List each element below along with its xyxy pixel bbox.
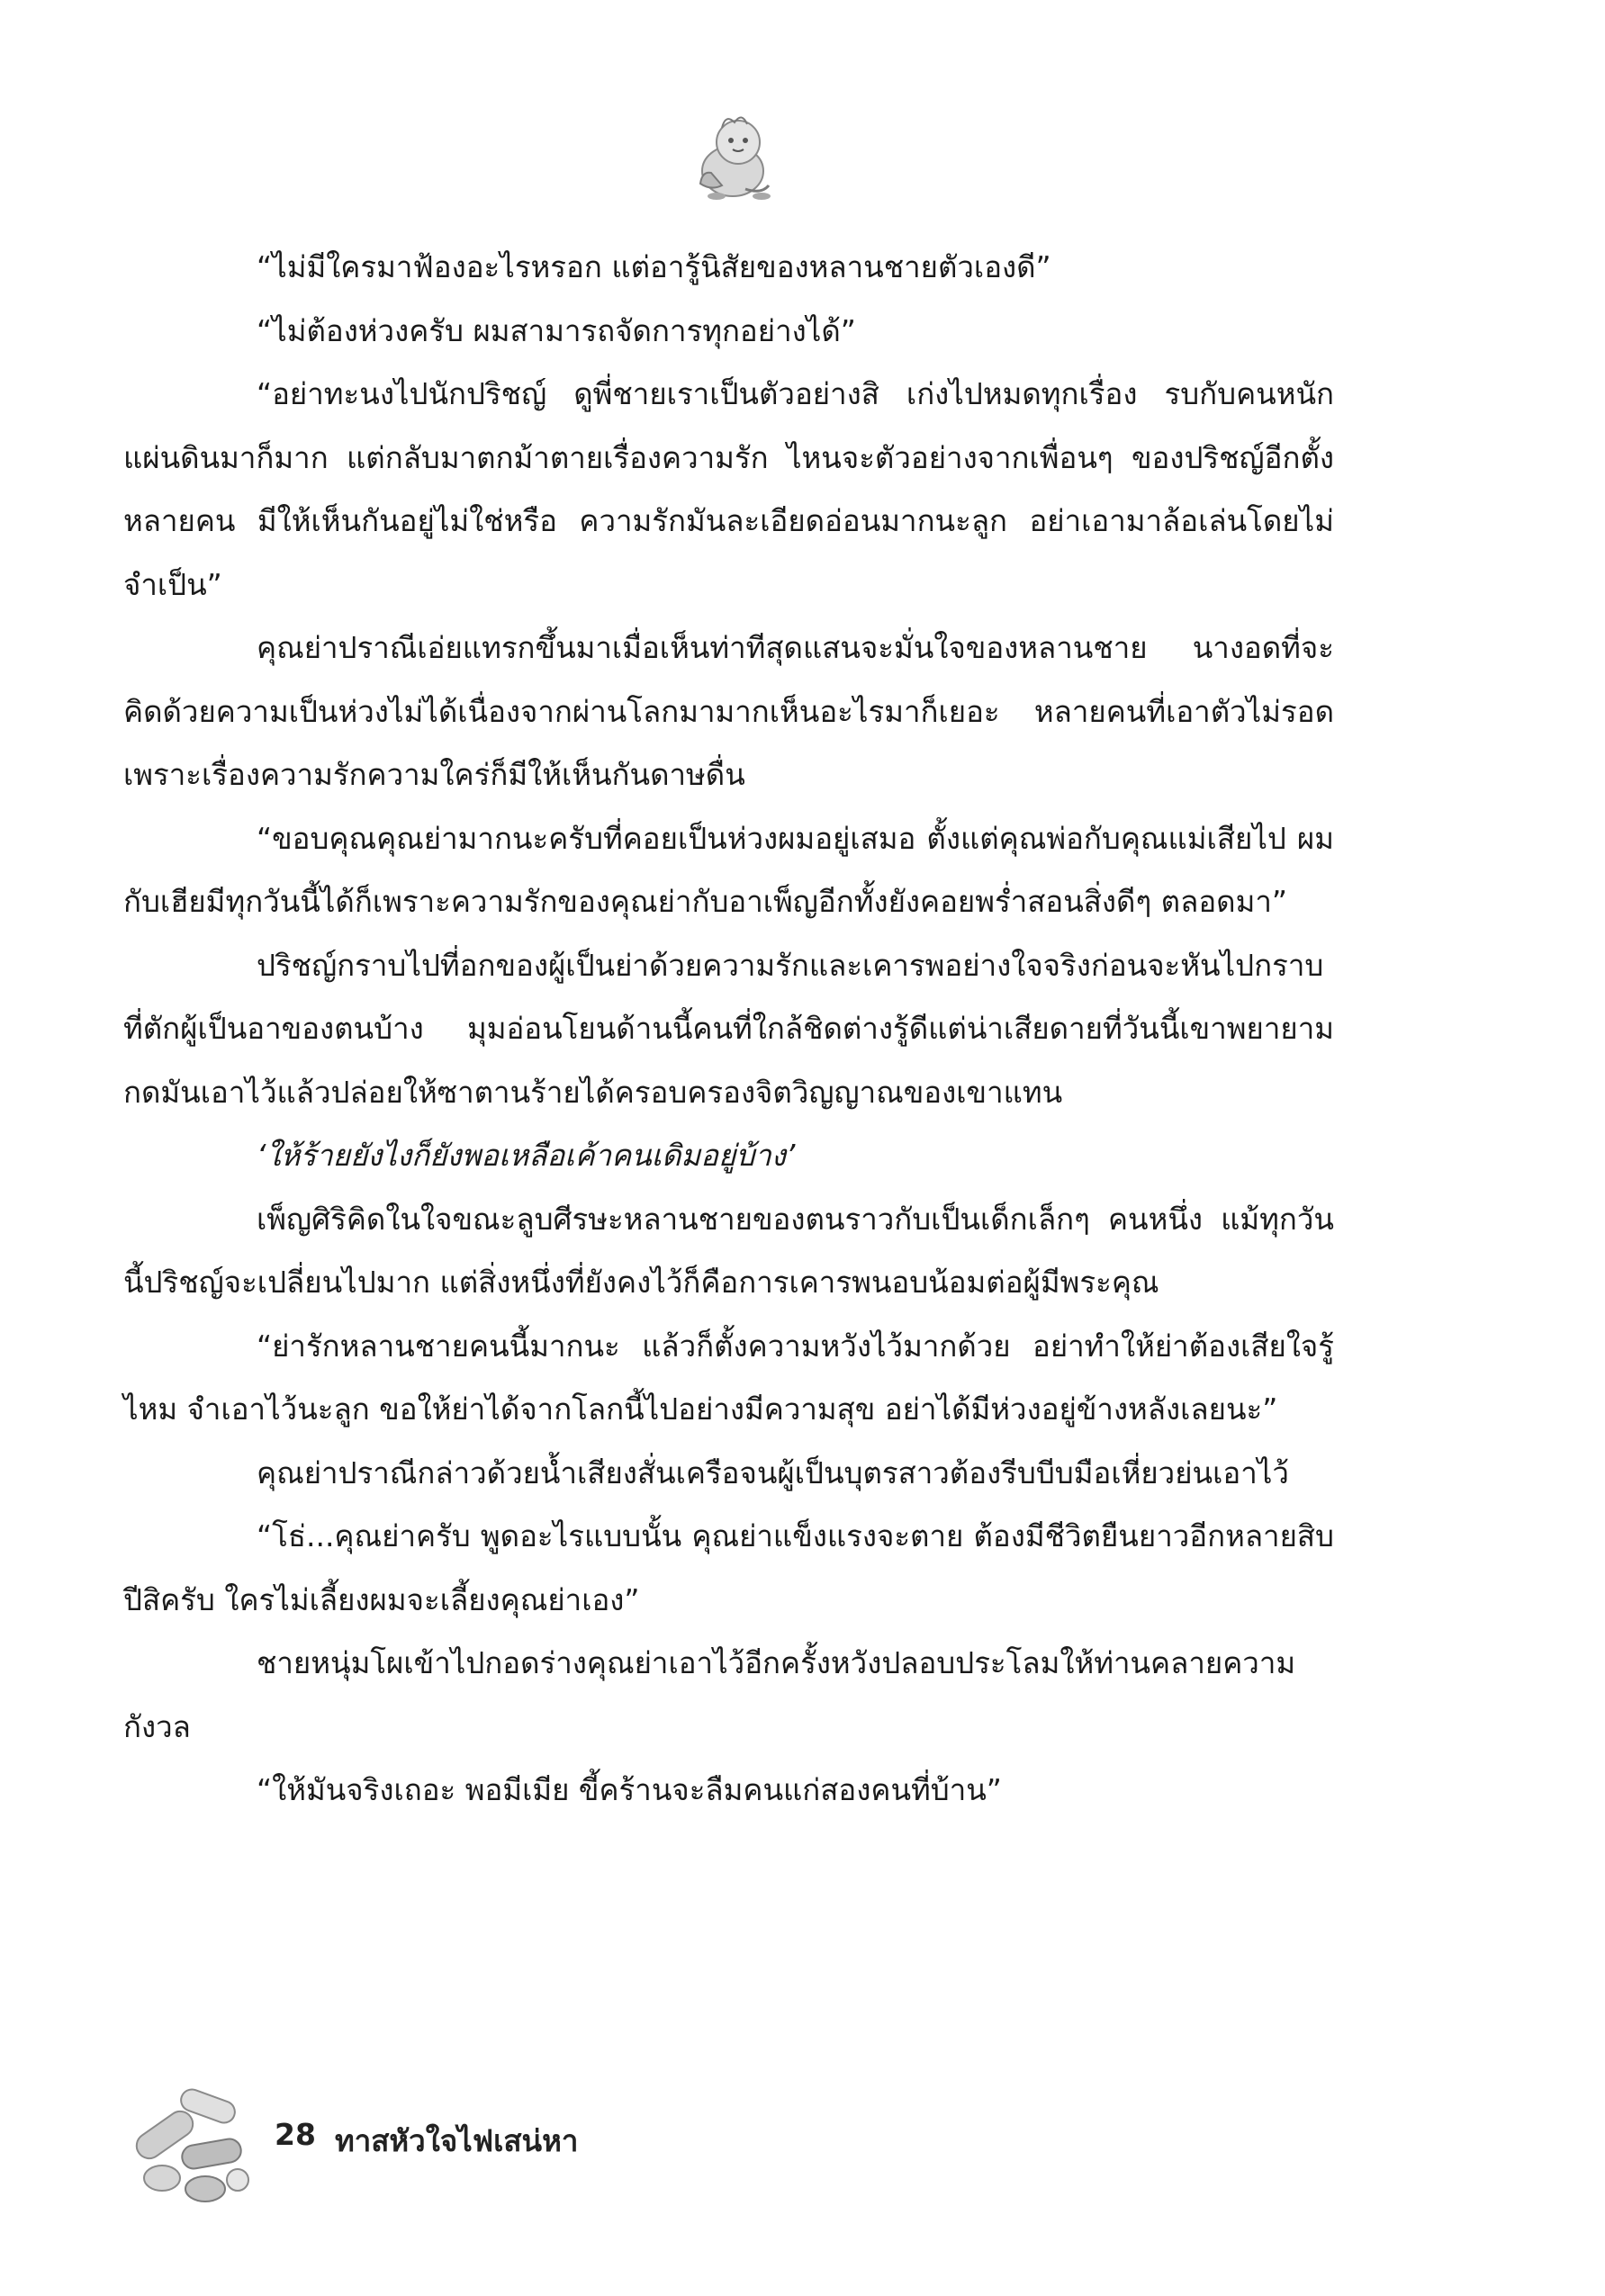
pills-icon [126,2079,261,2214]
paragraph: ปริชญ์กราบไปที่อกของผู้เป็นย่าด้วยความรักและเคารพอย่างใจจริงก่อนจะหันไปกราบที่ตักผู้เป็นอาของตนบ้าง มุมอ่อนโยนด้านนี้คนที่ใกล้ชิดต่างรู้ดีแต่น่าเสียดายที่วันนี้เขาพยายามกดมันเอาไว้แล้วปล่อยให้ซาตานร้ายได้ครอบครองจิตวิญญาณของเขาแทน [123,947,1334,1110]
paragraph: “โธ่...คุณย่าครับ พูดอะไรแบบนั้น คุณย่าแข็งแรงจะตาย ต้องมีชีวิตยืนยาวอีกหลายสิบปีสิครับ ใครไม่เลี้ยงผมจะเลี้ยงคุณย่าเอง” [123,1518,1334,1617]
paragraph: เพ็ญศิริคิดในใจขณะลูบศีรษะหลานชายของตนราวกับเป็นเด็กเล็กๆ คนหนึ่ง แม้ทุกวันนี้ปริชญ์จะเปลี่ยนไปมาก แต่สิ่งหนึ่งที่ยังคงไว้ก็คือการเคารพนอบน้อมต่อผู้มีพระคุณ [123,1201,1334,1300]
paragraph: “ให้มันจริงเถอะ พอมีเมีย ขี้คร้านจะลืมคนแก่สองคนที่บ้าน” [257,1772,1002,1807]
italic-thought-paragraph: ‘ให้ร้ายยังไงก็ยังพอเหลือเค้าคนเดิมอยู่บ้าง’ [257,1138,796,1173]
paragraph: คุณย่าปราณีเอ่ยแทรกขึ้นมาเมื่อเห็นท่าทีสุดแสนจะมั่นใจของหลานชาย นางอดที่จะคิดด้วยความเป็นห่วงไม่ได้เนื่องจากผ่านโลกมามากเห็นอะไรมาก็เยอะ หลายคนที่เอาตัวไม่รอดเพราะเรื่องความรักความใคร่ก็มีให้เห็นกันดาษดื่น [123,630,1334,792]
cartoon-mascot-icon [675,108,792,207]
book-title: ทาสหัวใจไฟเสน่หา [335,2123,579,2158]
story-text [123,236,1334,1823]
page-number: 28 [275,2117,316,2152]
paragraph: “ไม่มีใครมาฟ้องอะไรหรอก แต่อารู้นิสัยของหลานชายตัวเองดี” [257,249,1051,284]
page-footer [126,2079,756,2214]
paragraph: “ไม่ต้องห่วงครับ ผมสามารถจัดการทุกอย่างได้” [257,312,856,348]
paragraph: “ย่ารักหลานชายคนนี้มากนะ แล้วก็ตั้งความหวังไว้มากด้วย อย่าทำให้ย่าต้องเสียใจรู้ไหม จำเอาไว้นะลูก ขอให้ย่าได้จากโลกนี้ไปอย่างมีความสุข อย่าได้มีห่วงอยู่ข้างหลังเลยนะ” [123,1328,1334,1427]
paragraph: ชายหนุ่มโผเข้าไปกอดร่างคุณย่าเอาไว้อีกครั้งหวังปลอบประโลมให้ท่านคลายความกังวล [123,1645,1296,1744]
paragraph: คุณย่าปราณีกล่าวด้วยน้ำเสียงสั่นเครือจนผู้เป็นบุตรสาวต้องรีบบีบมือเหี่ยวย่นเอาไว้ [257,1454,1289,1490]
paragraph: “อย่าทะนงไปนักปริชญ์ ดูพี่ชายเราเป็นตัวอย่างสิ เก่งไปหมดทุกเรื่อง รบกับคนหนักแผ่นดินมาก็มาก แต่กลับมาตกม้าตายเรื่องความรัก ไหนจะตัวอย่างจากเพื่อนๆ ของปริชญ์อีกตั้งหลายคน มีให้เห็นกันอยู่ไม่ใช่หรือ ความรักมันละเอียดอ่อนมากนะลูก อย่าเอามาล้อเล่นโดยไม่จำเป็น” [123,376,1334,602]
paragraph: “ขอบคุณคุณย่ามากนะครับที่คอยเป็นห่วงผมอยู่เสมอ ตั้งแต่คุณพ่อกับคุณแม่เสียไป ผมกับเฮียมีทุกวันนี้ได้ก็เพราะความรักของคุณย่ากับอาเพ็ญอีกทั้งยังคอยพร่ำสอนสิ่งดีๆ ตลอดมา” [123,820,1334,919]
